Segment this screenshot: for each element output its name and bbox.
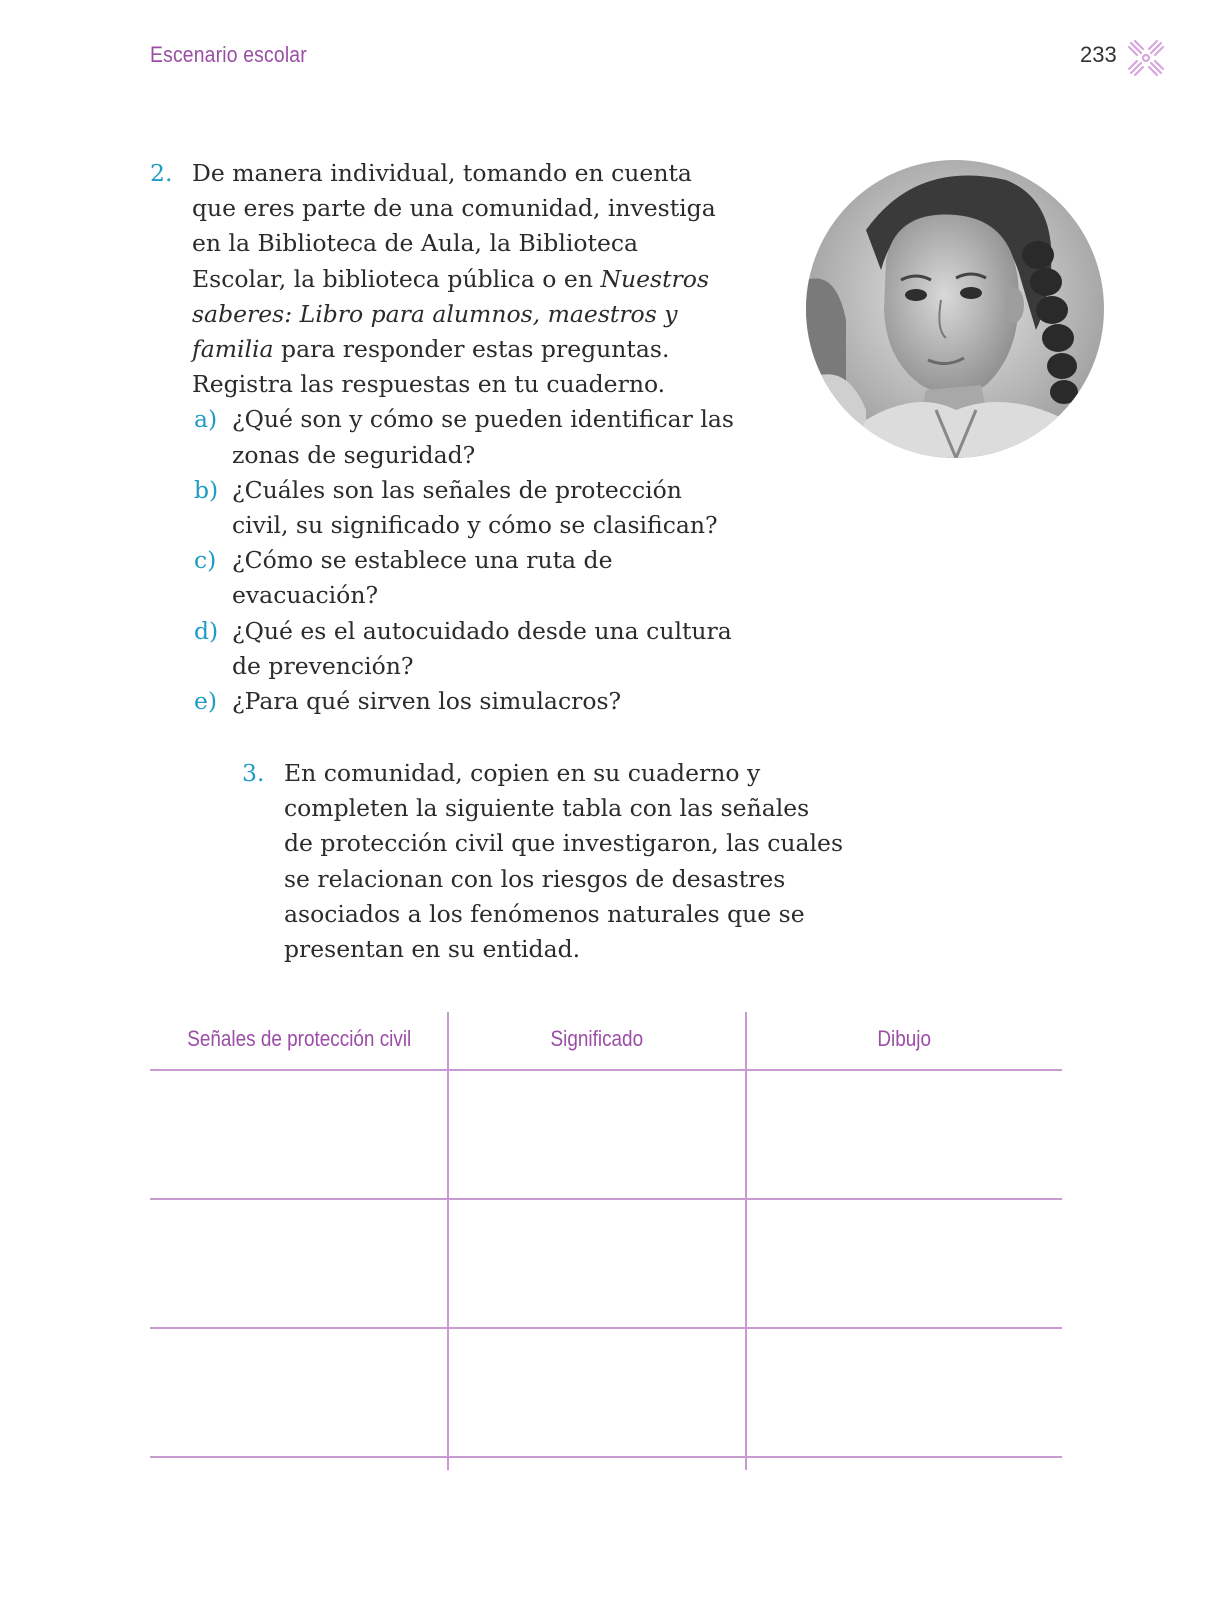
book-title-part: Nuestros (600, 264, 710, 293)
sub-question-letter: a) (194, 405, 218, 434)
question-2-line (192, 262, 770, 297)
sub-question-line: ¿Qué es el autocuidado desde una cultura (232, 616, 732, 645)
table-header-meaning (448, 1026, 746, 1058)
sub-question-line: evacuación? (232, 581, 379, 610)
table-header-label: Significado (550, 1026, 644, 1051)
table-cell[interactable] (746, 1070, 1062, 1198)
decorative-x-logo-icon (1126, 38, 1166, 78)
question-2-line-part: Escolar, la biblioteca pública o en (192, 264, 601, 293)
sub-question-letter: b) (194, 475, 219, 504)
table-row-rule (150, 1456, 1062, 1458)
question-number: 3. (242, 759, 265, 787)
sub-question-line: ¿Qué son y cómo se pueden identificar las (232, 405, 734, 434)
question-2-line: De manera individual, tomando en cuenta (192, 159, 692, 187)
question-3-line: presentan en su entidad. (284, 935, 581, 964)
section-title: Escenario escolar (150, 42, 307, 67)
book-title-part: saberes: Libro para alumnos, maestros y (192, 299, 678, 328)
sub-question-line: civil, su significado y cómo se clasifican? (232, 511, 718, 540)
sub-question-a (150, 402, 770, 472)
sub-question-line: ¿Cuáles son las señales de protección (232, 475, 682, 504)
sub-question-line: de prevención? (232, 651, 414, 680)
sub-question-d (150, 614, 770, 684)
question-2-text (192, 156, 770, 402)
question-2-sub-list (150, 402, 770, 719)
sub-question-letter: d) (194, 616, 219, 645)
table-cell[interactable] (448, 1199, 745, 1327)
table-cell[interactable] (150, 1199, 447, 1327)
question-2 (150, 156, 770, 719)
question-3-line: asociados a los fenómenos naturales que se (284, 899, 805, 928)
sub-question-line: ¿Para qué sirven los simulacros? (232, 687, 622, 716)
table-header-drawing (746, 1026, 1062, 1058)
book-title-part: familia (192, 335, 274, 364)
question-3-line: completen la siguiente tabla con las señales (284, 794, 810, 823)
table-cell[interactable] (448, 1070, 745, 1198)
sub-question-b (150, 473, 770, 543)
question-2-line (192, 297, 770, 332)
sub-question-letter: c) (194, 546, 217, 575)
question-3-line: de protección civil que investigaron, las cuales (284, 829, 844, 858)
sub-question-letter: e) (194, 687, 218, 716)
table-cell[interactable] (150, 1328, 447, 1456)
question-number: 2. (150, 159, 173, 187)
signals-table (150, 1012, 1062, 1472)
question-2-line (192, 332, 770, 367)
question-2-line: que eres parte de una comunidad, investiga (192, 194, 716, 223)
question-2-line: en la Biblioteca de Aula, la Biblioteca (192, 229, 639, 258)
question-3-text (284, 756, 882, 967)
table-cell[interactable] (746, 1199, 1062, 1327)
sub-question-line: ¿Cómo se establece una ruta de (232, 546, 613, 575)
table-cell[interactable] (448, 1328, 745, 1456)
table-cell[interactable] (150, 1070, 447, 1198)
table-header-label: Dibujo (877, 1026, 931, 1051)
question-2-line: Registra las respuestas en tu cuaderno. (192, 370, 666, 399)
table-header-signals (150, 1026, 448, 1058)
sub-question-line: zonas de seguridad? (232, 440, 476, 469)
question-3-line: En comunidad, copien en su cuaderno y (284, 759, 761, 787)
question-2-line-part: para responder estas preguntas. (273, 335, 670, 364)
question-3-line: se relacionan con los riesgos de desastres (284, 864, 786, 893)
sub-question-c (150, 543, 770, 613)
sub-question-e (150, 684, 770, 719)
page-number: 233 (1080, 42, 1117, 67)
question-3 (242, 756, 882, 967)
girl-portrait-photo (806, 160, 1104, 458)
table-cell[interactable] (746, 1328, 1062, 1456)
table-header-label: Señales de protección civil (186, 1026, 412, 1051)
